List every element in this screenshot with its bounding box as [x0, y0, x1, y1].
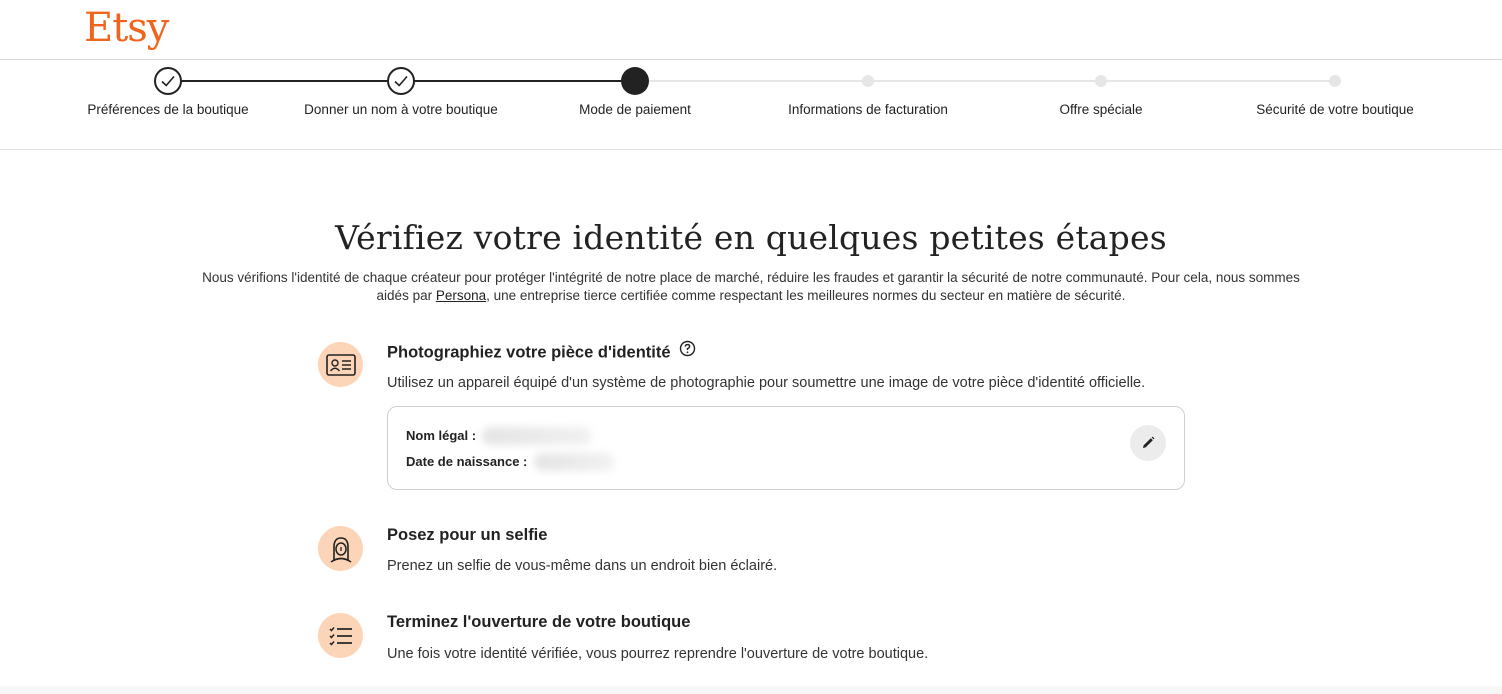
etsy-logo[interactable]: Etsy	[84, 5, 169, 51]
section-finish-title: Terminez l'ouverture de votre boutique	[387, 613, 691, 631]
section-id-title-text: Photographiez votre pièce d'identité	[387, 343, 671, 362]
persona-link[interactable]: Persona	[435, 288, 487, 303]
progress-stepper	[0, 60, 1502, 150]
birth-date-redacted	[534, 453, 614, 471]
step-label-shop-name: Donner un nom à votre boutique	[304, 102, 498, 117]
legal-name-label: Nom légal :	[406, 428, 477, 443]
section-id-description: Utilisez un appareil équipé d'un système de photographie pour soumettre une image de votre pièce d'identité officielle.	[387, 375, 1146, 391]
step-label-billing: Informations de facturation	[788, 102, 948, 117]
step-connector	[401, 80, 635, 82]
selfie-icon	[318, 526, 363, 571]
intro-text-start: Nous vérifions l'identité de chaque créateur pour protéger l'intégrité de notre place de marché, réduire les fraudes et garantir la sécurité de notre communauté. Pour cela, nous sommes aidés par	[202, 270, 1300, 303]
header	[0, 0, 1502, 60]
step-4-marker	[862, 75, 874, 87]
intro-text-end: , une entreprise tierce certifiée comme respectant les meilleures normes du secteur en matière de sécurité.	[486, 288, 1126, 303]
step-1-check-icon	[154, 67, 182, 95]
birth-date-label: Date de naissance :	[406, 454, 528, 469]
step-6-marker	[1329, 75, 1341, 87]
checklist-icon	[318, 613, 363, 658]
step-3-active-marker	[621, 67, 649, 95]
step-2-check-icon	[387, 67, 415, 95]
section-id-title	[387, 342, 696, 364]
section-selfie-description: Prenez un selfie de vous-même dans un endroit bien éclairé.	[387, 558, 778, 574]
id-card-icon	[318, 342, 363, 387]
step-connector	[168, 80, 401, 82]
legal-name-redacted	[482, 427, 592, 445]
step-label-shop-preferences: Préférences de la boutique	[87, 102, 249, 117]
id-info-card	[387, 406, 1185, 490]
step-connector-pending	[635, 80, 1335, 82]
intro-text	[200, 269, 1302, 305]
step-5-marker	[1095, 75, 1107, 87]
step-label-payment: Mode de paiement	[579, 102, 691, 117]
section-finish-description: Une fois votre identité vérifiée, vous pourrez reprendre l'ouverture de votre boutique.	[387, 646, 929, 662]
step-label-special-offer: Offre spéciale	[1059, 102, 1143, 117]
help-icon[interactable]	[679, 340, 696, 362]
edit-button[interactable]	[1130, 425, 1166, 461]
step-label-security: Sécurité de votre boutique	[1256, 102, 1414, 117]
pencil-icon	[1141, 436, 1155, 450]
page-title: Vérifiez votre identité en quelques petites étapes	[335, 218, 1167, 257]
footer-divider	[0, 686, 1502, 694]
section-selfie-title: Posez pour un selfie	[387, 526, 548, 544]
